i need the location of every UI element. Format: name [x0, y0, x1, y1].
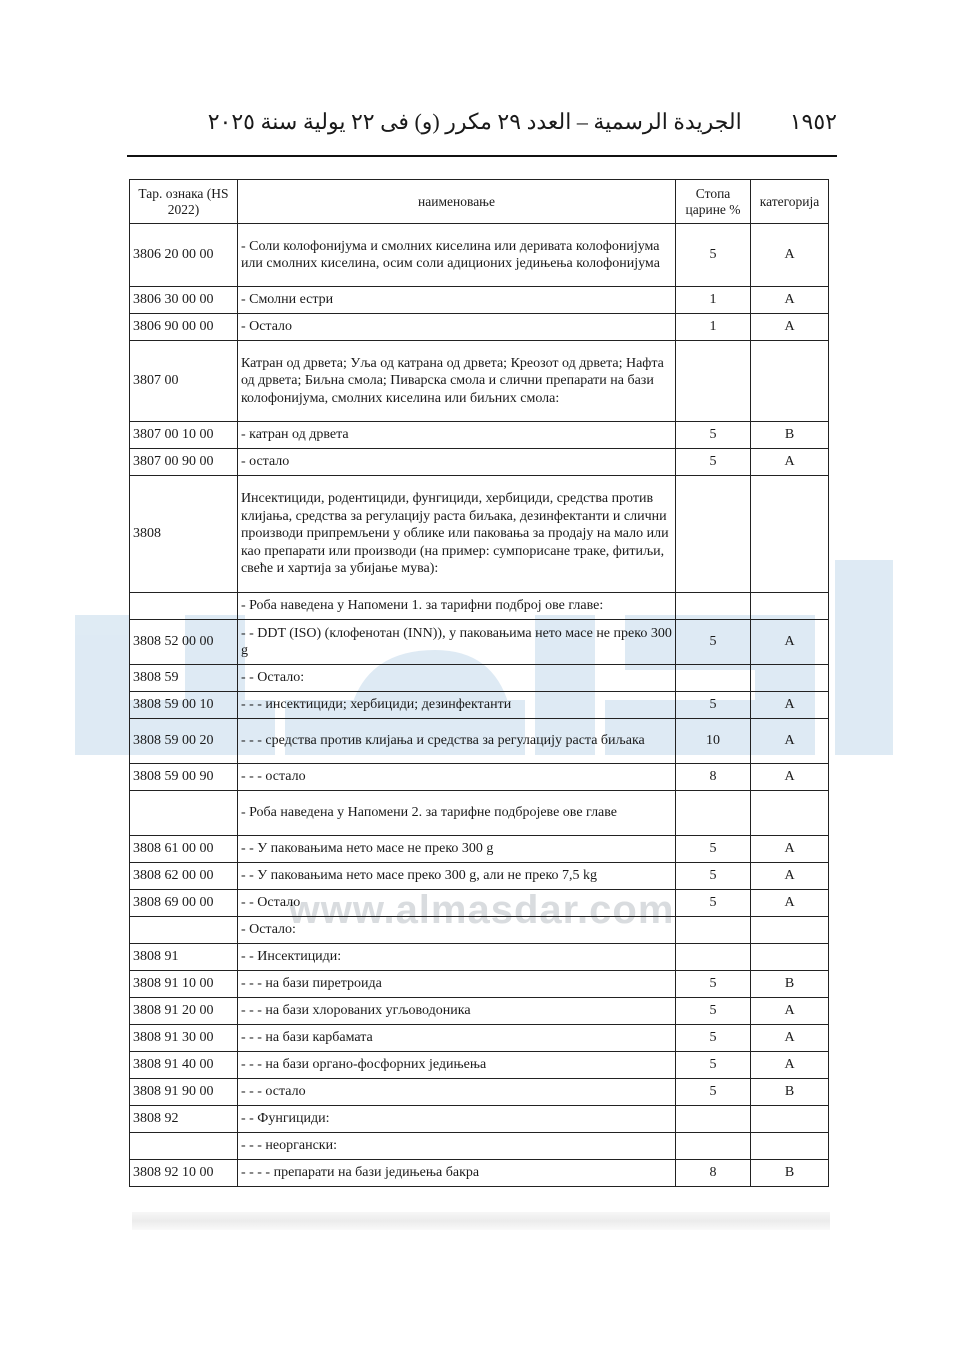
row-description: - - DDT (ISO) (клофенотан (INN)), у паковањима нето масе не преко 300 g — [237, 620, 675, 665]
row-code: 3808 59 00 90 — [130, 764, 238, 791]
table-row — [130, 287, 829, 314]
table-row — [130, 764, 829, 791]
row-category: A — [751, 620, 829, 665]
row-category: A — [751, 890, 829, 917]
table-row — [130, 998, 829, 1025]
row-rate: 5 — [676, 1079, 751, 1106]
table-row — [130, 890, 829, 917]
row-code: 3806 20 00 00 — [130, 224, 238, 287]
row-description: - Роба наведена у Напомени 1. за тарифни подброј ове главе: — [237, 593, 675, 620]
row-category: A — [751, 692, 829, 719]
row-description: - Остало: — [237, 917, 675, 944]
row-code: 3808 91 — [130, 944, 238, 971]
row-rate: 5 — [676, 890, 751, 917]
table-row — [130, 1025, 829, 1052]
row-description: - - У паковањима нето масе преко 300 g, али не преко 7,5 kg — [237, 863, 675, 890]
row-description: - - - на бази пиретроида — [237, 971, 675, 998]
row-description: - - - неоргански: — [237, 1133, 675, 1160]
row-description: - катран од дрвета — [237, 422, 675, 449]
table-row — [130, 971, 829, 998]
table-row — [130, 1160, 829, 1187]
row-code: 3808 91 20 00 — [130, 998, 238, 1025]
row-category: A — [751, 1025, 829, 1052]
row-rate: 5 — [676, 449, 751, 476]
row-code — [130, 1133, 238, 1160]
row-rate: 5 — [676, 224, 751, 287]
row-description: - Остало — [237, 314, 675, 341]
row-category — [751, 791, 829, 836]
row-category: B — [751, 422, 829, 449]
row-category — [751, 593, 829, 620]
row-rate: 5 — [676, 1052, 751, 1079]
row-category: A — [751, 998, 829, 1025]
row-description: Инсектициди, родентициди, фунгициди, хербициди, средства против клијања, средства за регулацију раста биљака, дезинфектанти и слични производи припремљени у облике или паковања за продају на мало или као препарати или производи (на пример: сумпорисане траке, фитиљи, свеће и хартија за убијање мува): — [237, 476, 675, 593]
row-rate — [676, 665, 751, 692]
row-rate: 8 — [676, 1160, 751, 1187]
row-description: - - Инсектициди: — [237, 944, 675, 971]
header-rate: Стопа царине % — [676, 180, 751, 224]
row-code: 3808 92 — [130, 1106, 238, 1133]
row-code: 3808 52 00 00 — [130, 620, 238, 665]
row-rate — [676, 593, 751, 620]
row-rate: 8 — [676, 764, 751, 791]
row-category: A — [751, 314, 829, 341]
row-description: - - - средства против клијања и средства за регулацију раста биљака — [237, 719, 675, 764]
row-code: 3808 91 40 00 — [130, 1052, 238, 1079]
table-row — [130, 719, 829, 764]
row-category: A — [751, 836, 829, 863]
row-description: - - - остало — [237, 1079, 675, 1106]
row-category: A — [751, 719, 829, 764]
row-rate — [676, 476, 751, 593]
row-code: 3808 91 30 00 — [130, 1025, 238, 1052]
row-code: 3808 — [130, 476, 238, 593]
header-rule — [127, 155, 837, 157]
table-row — [130, 791, 829, 836]
table-row — [130, 944, 829, 971]
row-category: A — [751, 863, 829, 890]
row-description: - остало — [237, 449, 675, 476]
watermark-url: www.almasdar.com — [288, 888, 675, 932]
row-category: A — [751, 224, 829, 287]
row-category: B — [751, 1160, 829, 1187]
row-category — [751, 665, 829, 692]
row-code: 3808 91 10 00 — [130, 971, 238, 998]
row-code: 3807 00 — [130, 341, 238, 422]
row-description: - - Остало — [237, 890, 675, 917]
row-code: 3806 30 00 00 — [130, 287, 238, 314]
row-description: - Смолни естри — [237, 287, 675, 314]
row-code: 3808 69 00 00 — [130, 890, 238, 917]
row-rate: 5 — [676, 971, 751, 998]
row-description: - - У паковањима нето масе не преко 300 g — [237, 836, 675, 863]
table-row — [130, 1079, 829, 1106]
row-category — [751, 476, 829, 593]
table-row — [130, 836, 829, 863]
table-row — [130, 1133, 829, 1160]
row-description: - - Остало: — [237, 665, 675, 692]
row-rate: 5 — [676, 1025, 751, 1052]
row-category: B — [751, 1079, 829, 1106]
table-row — [130, 863, 829, 890]
table-row — [130, 341, 829, 422]
row-rate: 5 — [676, 620, 751, 665]
row-category — [751, 341, 829, 422]
row-code — [130, 791, 238, 836]
row-code: 3808 91 90 00 — [130, 1079, 238, 1106]
row-rate — [676, 917, 751, 944]
row-code: 3808 62 00 00 — [130, 863, 238, 890]
row-rate: 5 — [676, 863, 751, 890]
row-rate — [676, 1133, 751, 1160]
row-description: - Роба наведена у Напомени 2. за тарифне подбројеве ове главе — [237, 791, 675, 836]
row-rate: 5 — [676, 692, 751, 719]
row-description: - - - инсектициди; хербициди; дезинфектанти — [237, 692, 675, 719]
row-rate — [676, 341, 751, 422]
table-row — [130, 665, 829, 692]
row-code: 3806 90 00 00 — [130, 314, 238, 341]
row-category — [751, 944, 829, 971]
row-category: B — [751, 971, 829, 998]
row-category — [751, 917, 829, 944]
table-row — [130, 1052, 829, 1079]
header-description: наименовање — [237, 180, 675, 224]
row-rate: 1 — [676, 287, 751, 314]
row-category — [751, 1133, 829, 1160]
row-rate: 1 — [676, 314, 751, 341]
table-row — [130, 449, 829, 476]
header-category: категорија — [751, 180, 829, 224]
row-code: 3808 59 00 20 — [130, 719, 238, 764]
header-code: Тар. ознака (HS 2022) — [130, 180, 238, 224]
row-rate: 5 — [676, 422, 751, 449]
row-code: 3808 92 10 00 — [130, 1160, 238, 1187]
row-description: - - - на бази хлорованих угљоводоника — [237, 998, 675, 1025]
row-rate — [676, 1106, 751, 1133]
table-row — [130, 593, 829, 620]
table-row — [130, 314, 829, 341]
row-code — [130, 593, 238, 620]
row-rate — [676, 944, 751, 971]
row-description: - - - - препарати на бази једињења бакра — [237, 1160, 675, 1187]
table-row — [130, 692, 829, 719]
table-row — [130, 476, 829, 593]
row-rate — [676, 791, 751, 836]
table-row — [130, 620, 829, 665]
tariff-table — [129, 179, 829, 1187]
row-rate: 5 — [676, 836, 751, 863]
row-description: - - - остало — [237, 764, 675, 791]
row-description: Катран од дрвета; Уља од катрана од дрвета; Креозот од дрвета; Нафта од дрвета; Биљна смола; Пиварска смола и слични препарати на бази колофонијума, смолних киселина или биљних смола: — [237, 341, 675, 422]
row-rate: 10 — [676, 719, 751, 764]
row-category: A — [751, 1052, 829, 1079]
row-rate: 5 — [676, 998, 751, 1025]
page-number: ١٩٥٢ — [789, 109, 837, 134]
row-code: 3808 59 00 10 — [130, 692, 238, 719]
table-row — [130, 917, 829, 944]
row-code — [130, 917, 238, 944]
row-code: 3808 61 00 00 — [130, 836, 238, 863]
table-row — [130, 422, 829, 449]
row-description: - - Фунгициди: — [237, 1106, 675, 1133]
row-code: 3808 59 — [130, 665, 238, 692]
page-header — [200, 104, 837, 140]
row-category: A — [751, 764, 829, 791]
row-code: 3807 00 10 00 — [130, 422, 238, 449]
table-header-row — [130, 180, 829, 224]
table-row — [130, 224, 829, 287]
row-description: - - - на бази карбамата — [237, 1025, 675, 1052]
row-description: - - - на бази органо-фосфорних једињења — [237, 1052, 675, 1079]
table-row — [130, 1106, 829, 1133]
row-code: 3807 00 90 00 — [130, 449, 238, 476]
row-description: - Соли колофонијума и смолних киселина или деривата колофонијума или смолних киселина, осим соли адиционих једињења колофонијума — [237, 224, 675, 287]
scan-smudge — [132, 1212, 830, 1230]
gazette-title: الجريدة الرسمية – العدد ٢٩ مكرر (و) فى ٢٢ يولية سنة ٢٠٢٥ — [207, 109, 742, 134]
row-category: A — [751, 287, 829, 314]
row-category: A — [751, 449, 829, 476]
row-category — [751, 1106, 829, 1133]
